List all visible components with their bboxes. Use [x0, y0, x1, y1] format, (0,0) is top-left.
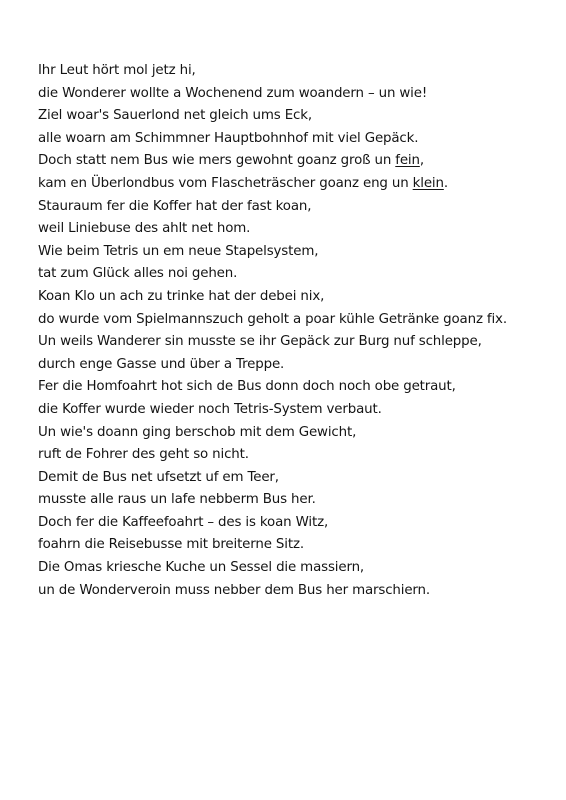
poem-line: do wurde vom Spielmannszuch geholt a poar kühle Getränke goanz fix. — [38, 311, 507, 327]
poem-line: Stauraum fer die Koffer hat der fast koan, — [38, 198, 312, 214]
poem-line: Doch fer die Kaffeefoahrt – des is koan Witz, — [38, 514, 329, 530]
poem-line-punctuation: . — [443, 175, 448, 191]
poem-line: foahrn die Reisebusse mit breiterne Sitz. — [38, 537, 304, 553]
poem-line: ruft de Fohrer des geht so nicht. — [38, 447, 249, 463]
poem-line: alle woarn am Schimmner Hauptbohnhof mit viel Gepäck. — [38, 130, 419, 146]
poem-line: weil Liniebuse des ahlt net hom. — [38, 221, 251, 237]
poem-line: die Koffer wurde wieder noch Tetris-System verbaut. — [38, 401, 382, 417]
poem-line-text: kam en Überlondbus vom Flascheträscher goanz eng un — [38, 175, 413, 191]
poem-line — [38, 173, 548, 196]
poem-line: Wie beim Tetris un em neue Stapelsystem, — [38, 243, 319, 259]
poem-line: Ihr Leut hört mol jetz hi, — [38, 63, 196, 78]
poem-line: Demit de Bus net ufsetzt uf em Teer, — [38, 469, 279, 485]
poem-line — [38, 150, 548, 173]
poem-line-text: Doch statt nem Bus wie mers gewohnt goanz groß un — [38, 153, 396, 169]
poem-text — [38, 60, 548, 602]
poem-line: un de Wonderveroin muss nebber dem Bus her marschiern. — [38, 582, 430, 598]
poem-line: musste alle raus un lafe nebberm Bus her. — [38, 492, 316, 508]
poem-line: Die Omas kriesche Kuche un Sessel die massiern, — [38, 560, 365, 576]
poem-line-punctuation: , — [419, 153, 424, 169]
underlined-word: klein — [412, 175, 444, 191]
poem-line: Un weils Wanderer sin musste se ihr Gepäck zur Burg nuf schleppe, — [38, 334, 482, 350]
poem-line: durch enge Gasse und über a Treppe. — [38, 356, 285, 372]
poem-line: Fer die Homfoahrt hot sich de Bus donn doch noch obe getraut, — [38, 379, 456, 395]
poem-line: Koan Klo un ach zu trinke hat der debei nix, — [38, 288, 325, 304]
poem-line: die Wonderer wollte a Wochenend zum woandern – un wie! — [38, 85, 428, 101]
poem-line: tat zum Glück alles noi gehen. — [38, 266, 238, 282]
poem-line: Ziel woar's Sauerlond net gleich ums Eck, — [38, 108, 312, 124]
underlined-word: fein — [395, 153, 420, 169]
poem-line: Un wie's doann ging berschob mit dem Gewicht, — [38, 424, 357, 440]
